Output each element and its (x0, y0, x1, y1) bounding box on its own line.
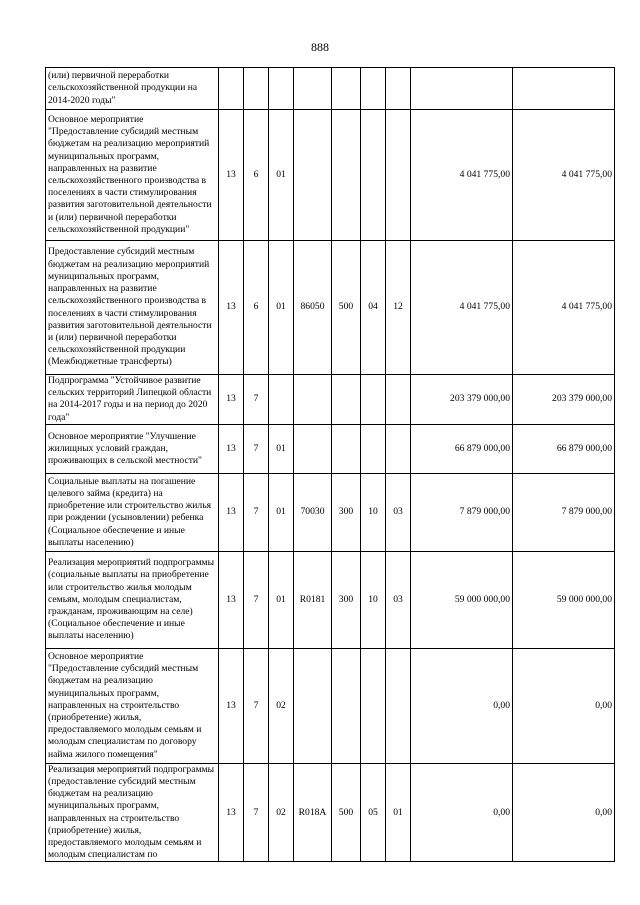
code-event (269, 68, 294, 110)
code-subsection: 12 (386, 241, 411, 375)
page-number: 888 (311, 40, 329, 54)
code-subsection (386, 648, 411, 763)
table-row (46, 648, 615, 763)
code-event: 01 (269, 110, 294, 241)
code-section: 05 (361, 763, 386, 862)
table-row (46, 375, 615, 425)
code-expense-type (332, 648, 361, 763)
budget-table (45, 67, 615, 862)
code-event: 01 (269, 551, 294, 648)
row-name: Предоставление субсидий местным бюджетам на реализацию мероприятий муниципальных программ, направленных на развитие сельскохозяйственного производства в поселениях в части стимулирования развития заготовительной деятельности и (или) первичной переработки сельскохозяйственной продукции (Межбюджетные трансферты) (46, 241, 219, 375)
code-direction: R018A (294, 763, 332, 862)
code-section: 10 (361, 551, 386, 648)
code-section (361, 375, 386, 425)
code-expense-type (332, 110, 361, 241)
amount-1 (411, 68, 513, 110)
code-direction: 70030 (294, 473, 332, 551)
code-subprogram: 7 (244, 648, 269, 763)
code-subsection: 03 (386, 551, 411, 648)
code-subsection (386, 110, 411, 241)
amount-2: 0,00 (513, 763, 615, 862)
row-name: Основное мероприятие "Улучшение жилищных условий граждан, проживающих в сельской местности" (46, 424, 219, 473)
code-program: 13 (219, 241, 244, 375)
amount-2: 66 879 000,00 (513, 424, 615, 473)
row-name: Реализация мероприятий подпрограммы (социальные выплаты на приобретение или строительство жилья молодым семьям, молодым специалистам, гражданам, проживающим на селе) (Социальное обеспечение и иные выплаты населению) (46, 551, 219, 648)
code-event: 02 (269, 763, 294, 862)
code-event: 02 (269, 648, 294, 763)
code-subsection (386, 424, 411, 473)
code-program: 13 (219, 648, 244, 763)
code-section (361, 68, 386, 110)
amount-1: 66 879 000,00 (411, 424, 513, 473)
code-expense-type: 300 (332, 551, 361, 648)
code-expense-type (332, 424, 361, 473)
code-expense-type: 500 (332, 763, 361, 862)
code-section (361, 424, 386, 473)
row-name: Социальные выплаты на погашение целевого займа (кредита) на приобретение или строительство жилья при рождении (усыновлении) ребенка (Социальное обеспечение и иные выплаты населению) (46, 473, 219, 551)
table-row (46, 241, 615, 375)
amount-2: 4 041 775,00 (513, 241, 615, 375)
code-subprogram: 7 (244, 424, 269, 473)
code-subprogram (244, 68, 269, 110)
amount-1: 59 000 000,00 (411, 551, 513, 648)
amount-1: 0,00 (411, 763, 513, 862)
row-name: Основное мероприятие "Предоставление субсидий местным бюджетам на реализацию мероприятий муниципальных программ, направленных на развитие сельскохозяйственного производства в поселениях в части стимулирования развития заготовительной деятельности и (или) первичной переработки сельскохозяйственной продукции" (46, 110, 219, 241)
code-section (361, 110, 386, 241)
table-row (46, 763, 615, 862)
code-event: 01 (269, 424, 294, 473)
amount-2: 59 000 000,00 (513, 551, 615, 648)
code-subprogram: 7 (244, 375, 269, 425)
code-direction: 86050 (294, 241, 332, 375)
row-name: (или) первичной переработки сельскохозяйственной продукции на 2014-2020 годы" (46, 68, 219, 110)
code-direction (294, 375, 332, 425)
row-name: Основное мероприятие "Предоставление субсидий местным бюджетам на реализацию муниципальных программ, направленных на строительство (приобретение) жилья, предоставляемого молодым семьям и молодым специалистам по договору найма жилого помещения" (46, 648, 219, 763)
code-expense-type: 500 (332, 241, 361, 375)
code-program: 13 (219, 375, 244, 425)
table-row (46, 68, 615, 110)
amount-1: 4 041 775,00 (411, 241, 513, 375)
code-section: 04 (361, 241, 386, 375)
row-name: Подпрограмма "Устойчивое развитие сельских территорий Липецкой области на 2014-2017 годы и на период до 2020 года" (46, 375, 219, 425)
code-direction: R0181 (294, 551, 332, 648)
amount-2: 7 879 000,00 (513, 473, 615, 551)
code-program: 13 (219, 473, 244, 551)
code-section (361, 648, 386, 763)
code-direction (294, 424, 332, 473)
code-expense-type (332, 375, 361, 425)
amount-2: 203 379 000,00 (513, 375, 615, 425)
table-row (46, 473, 615, 551)
table-row (46, 110, 615, 241)
code-program: 13 (219, 763, 244, 862)
code-subsection: 01 (386, 763, 411, 862)
code-subprogram: 7 (244, 551, 269, 648)
amount-1: 7 879 000,00 (411, 473, 513, 551)
amount-2 (513, 68, 615, 110)
code-expense-type (332, 68, 361, 110)
code-subprogram: 7 (244, 473, 269, 551)
code-program (219, 68, 244, 110)
table-row (46, 424, 615, 473)
code-direction (294, 110, 332, 241)
code-event (269, 375, 294, 425)
code-subprogram: 6 (244, 110, 269, 241)
code-direction (294, 648, 332, 763)
amount-2: 4 041 775,00 (513, 110, 615, 241)
code-subsection (386, 375, 411, 425)
amount-1: 203 379 000,00 (411, 375, 513, 425)
amount-1: 0,00 (411, 648, 513, 763)
code-event: 01 (269, 241, 294, 375)
row-name: Реализация мероприятий подпрограммы (предоставление субсидий местным бюджетам на реализацию муниципальных программ, направленных на строительство (приобретение) жилья, предоставляемого молодым семьям и молодым специалистам по (46, 763, 219, 862)
table-row (46, 551, 615, 648)
code-event: 01 (269, 473, 294, 551)
code-subprogram: 7 (244, 763, 269, 862)
amount-1: 4 041 775,00 (411, 110, 513, 241)
code-program: 13 (219, 424, 244, 473)
code-subprogram: 6 (244, 241, 269, 375)
code-program: 13 (219, 110, 244, 241)
code-direction (294, 68, 332, 110)
code-subsection (386, 68, 411, 110)
code-program: 13 (219, 551, 244, 648)
amount-2: 0,00 (513, 648, 615, 763)
code-subsection: 03 (386, 473, 411, 551)
code-section: 10 (361, 473, 386, 551)
code-expense-type: 300 (332, 473, 361, 551)
